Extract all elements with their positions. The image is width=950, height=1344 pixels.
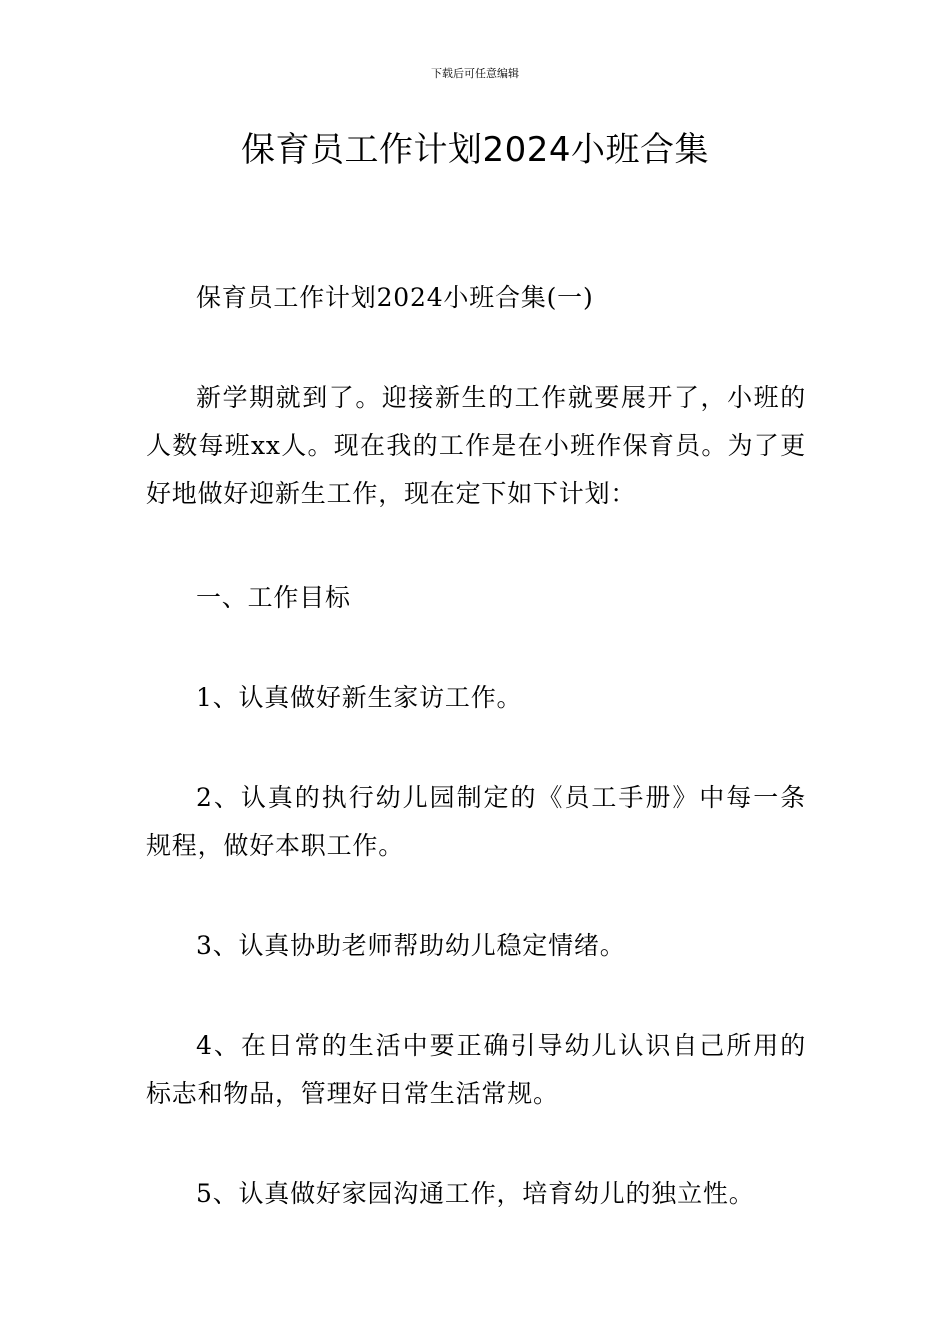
goals-heading: 一、工作目标 (196, 583, 351, 612)
goal-item-4: 4、在日常的生活中要正确引导幼儿认识自己所用的标志和物品，管理好日常生活常规。 (146, 1031, 806, 1108)
header-note: 下载后可任意编辑 (431, 67, 519, 80)
goal-item-3: 3、认真协助老师帮助幼儿稳定情绪。 (196, 931, 626, 960)
document-title: 保育员工作计划2024小班合集 (240, 130, 710, 170)
goal-item-1: 1、认真做好新生家访工作。 (196, 683, 523, 712)
intro-paragraph: 新学期就到了。迎接新生的工作就要展开了，小班的人数每班xx人。现在我的工作是在小班作保育员。为了更好地做好迎新生工作，现在定下如下计划： (146, 383, 806, 508)
goal-item-2: 2、认真的执行幼儿园制定的《员工手册》中每一条规程，做好本职工作。 (146, 783, 806, 860)
section-heading: 保育员工作计划2024小班合集(一) (196, 283, 594, 312)
goal-item-5: 5、认真做好家园沟通工作，培育幼儿的独立性。 (196, 1179, 755, 1208)
